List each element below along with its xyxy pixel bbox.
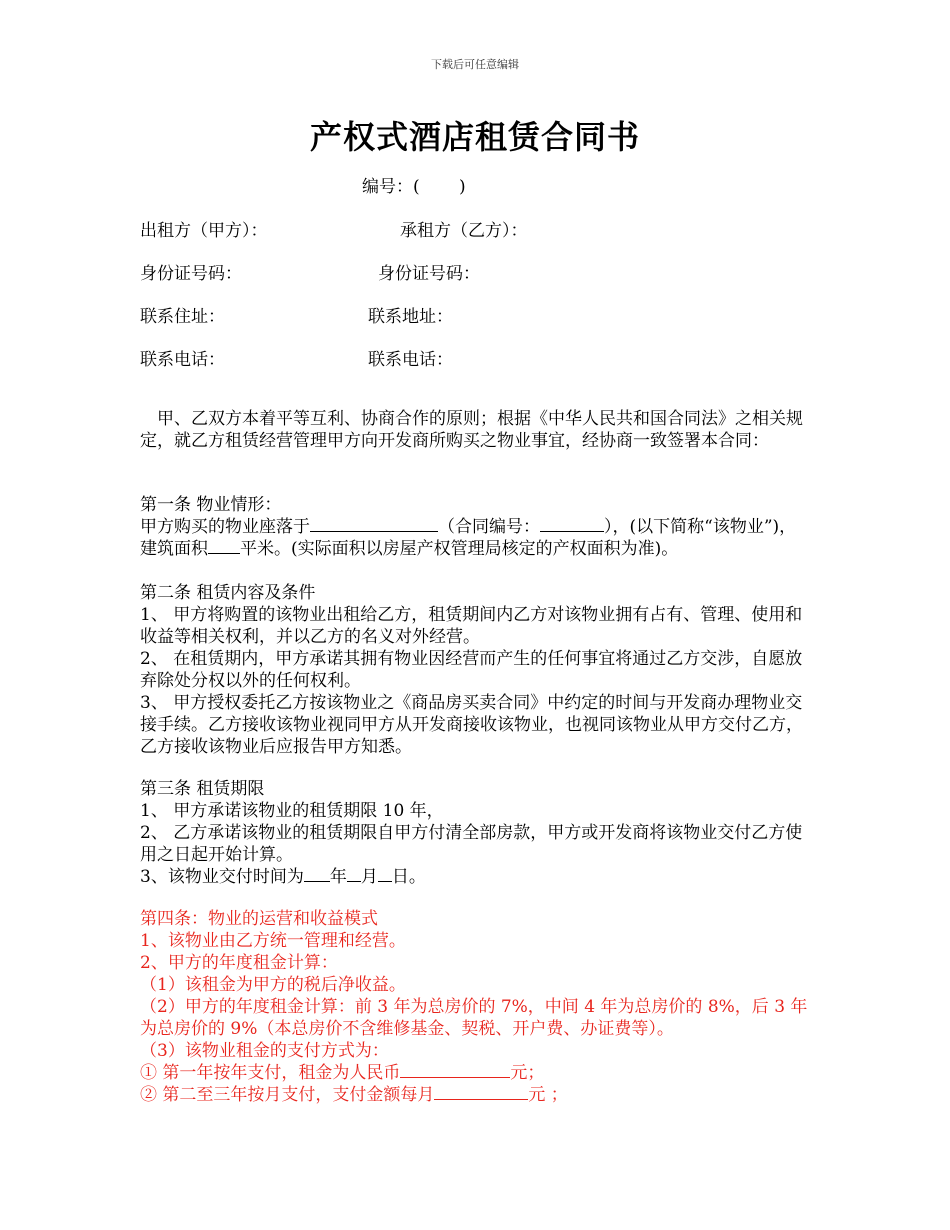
header-note: 下载后可任意编辑: [431, 58, 519, 71]
contract-no-blank[interactable]: [540, 531, 604, 532]
annual-rent-blank[interactable]: [400, 1077, 510, 1078]
article-2-item-3: 3、 甲方授权委托乙方按该物业之《商品房买卖合同》中约定的时间与开发商办理物业交接手续。乙方接收该物业视同甲方从开发商接收该物业，也视同该物业从甲方交付乙方，乙方接收该物业后应报告甲方知悉。: [140, 693, 803, 757]
article-3-item-3: 3、该物业交付时间为 年 月 日。: [140, 867, 426, 887]
lessee-phone-label: 联系电话：: [368, 350, 453, 370]
article-4-sub-1: （1）该租金为甲方的税后净收益。: [140, 975, 406, 995]
article-3-item-2: 2、 乙方承诺该物业的租赁期限自甲方付清全部房款，甲方或开发商将该物业交付乙方使用之日起开始计算。: [140, 823, 803, 865]
lessee-address-label: 联系地址：: [368, 307, 453, 327]
payment-option-1: ① 第一年按年支付，租金为人民币 元；: [140, 1063, 545, 1083]
monthly-rent-blank[interactable]: [434, 1099, 528, 1100]
lessee-id-label: 身份证号码：: [378, 264, 480, 284]
contract-number: 编号：( ): [362, 177, 466, 197]
article-1-text: 甲方购买的物业座落于 （合同编号： ），(以下简称“该物业”)，建筑面积 平米。(实际面积以房屋产权管理局核定的产权面积为准)。: [140, 517, 797, 559]
lessor-address-label: 联系住址：: [140, 307, 225, 327]
article-4-item-2: 2、甲方的年度租金计算：: [140, 953, 338, 973]
article-2-item-1: 1、 甲方将购置的该物业出租给乙方，租赁期间内乙方对该物业拥有占有、管理、使用和收益等相关权利，并以乙方的名义对外经营。: [140, 605, 803, 647]
month-blank[interactable]: [347, 881, 361, 882]
article-2-item-2: 2、 在租赁期内，甲方承诺其拥有物业因经营而产生的任何事宜将通过乙方交涉，自愿放弃除处分权以外的任何权利。: [140, 649, 803, 691]
payment-option-2: ② 第二至三年按月支付，支付金额每月 元 ；: [140, 1085, 568, 1105]
location-blank[interactable]: [310, 531, 438, 532]
article-2: [140, 582, 812, 758]
lessor-label: 出租方（甲方）：: [140, 221, 268, 241]
preamble: [140, 408, 812, 452]
article-4-sub-2: （2）甲方的年度租金计算：前 3 年为总房价的 7%，中间 4 年为总房价的 8%，后 3 年为总房价的 9%（本总房价不含维修基金、契税、开户费、办证费等）。: [140, 997, 808, 1039]
article-4: [140, 908, 812, 1106]
article-4-sub-3: （3）该物业租金的支付方式为：: [140, 1041, 389, 1061]
area-blank[interactable]: [208, 553, 240, 554]
preamble-text: 甲、乙双方本着平等互利、协商合作的原则；根据《中华人民共和国合同法》之相关规定，就乙方租赁经营管理甲方向开发商所购买之物业事宜，经协商一致签署本合同：: [140, 409, 803, 451]
article-4-heading: 第四条：物业的运营和收益模式: [140, 909, 378, 929]
article-2-heading: 第二条 租赁内容及条件: [140, 583, 316, 603]
article-3-heading: 第三条 租赁期限: [140, 779, 265, 799]
article-3: [140, 778, 812, 888]
day-blank[interactable]: [378, 881, 392, 882]
article-1: [140, 494, 812, 560]
lessee-label: 承租方（乙方）：: [400, 221, 528, 241]
lessor-phone-label: 联系电话：: [140, 350, 225, 370]
article-3-item-1: 1、 甲方承诺该物业的租赁期限 10 年，: [140, 801, 444, 821]
article-4-item-1: 1、该物业由乙方统一管理和经营。: [140, 931, 406, 951]
article-1-heading: 第一条 物业情形：: [140, 495, 282, 515]
lessor-id-label: 身份证号码：: [140, 264, 242, 284]
year-blank[interactable]: [304, 881, 330, 882]
document-title: 产权式酒店租赁合同书: [309, 118, 640, 156]
